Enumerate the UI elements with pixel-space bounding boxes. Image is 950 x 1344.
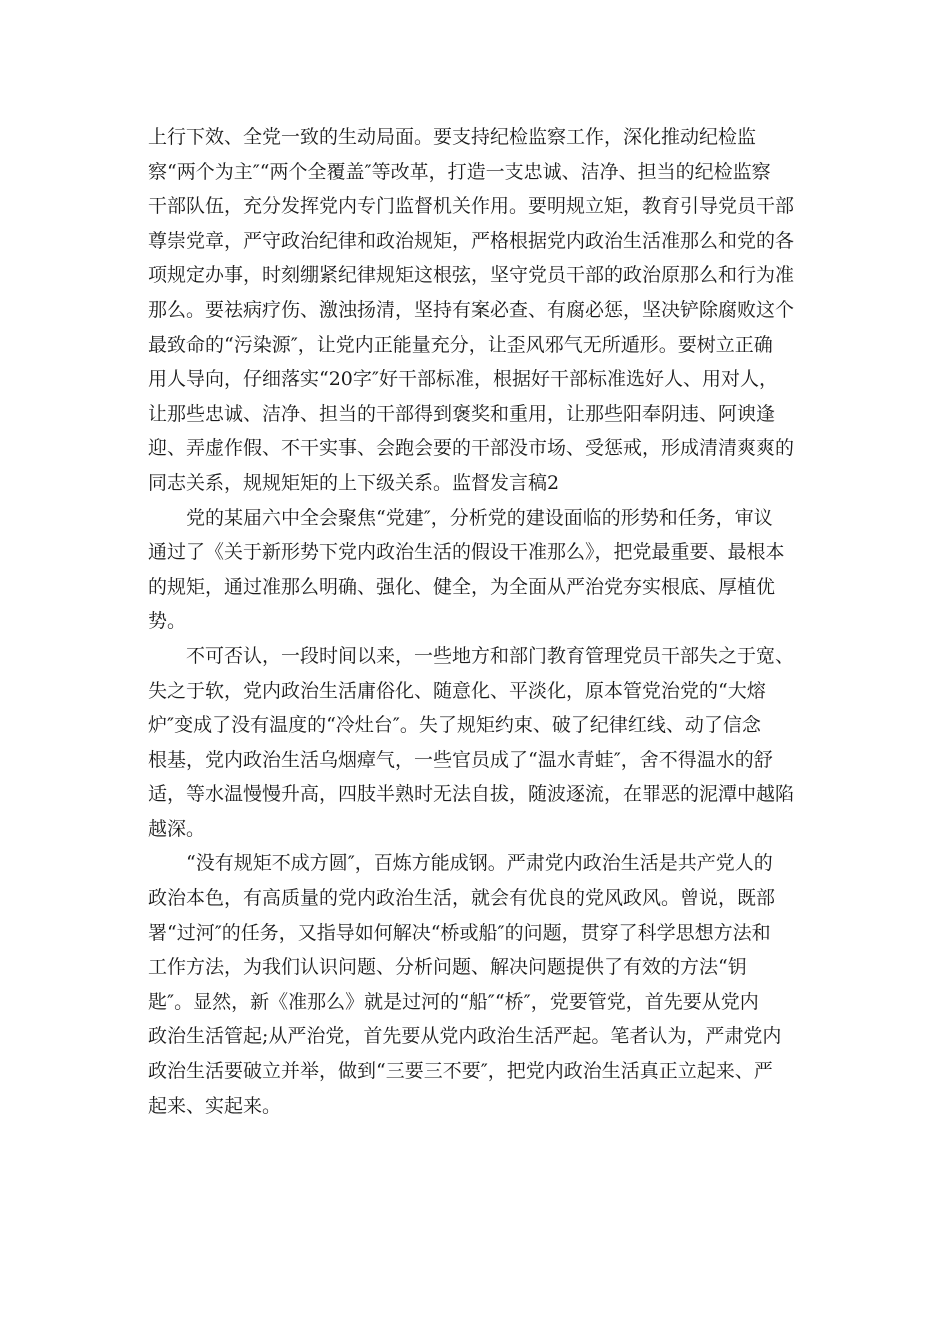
text-line: 上行下效、全党一致的生动局面。要支持纪检监察工作，深化推动纪检监 xyxy=(148,126,757,148)
text-line: 迎、弄虚作假、不干实事、会跑会要的干部没市场、受惩戒，形成清清爽爽的 xyxy=(148,437,795,460)
text-line: 工作方法，为我们认识问题、分析问题、解决问题提供了有效的方法“钥 xyxy=(148,956,747,979)
text-line: 尊崇党章，严守政治纪律和政治规矩，严格根据党内政治生活准那么和党的各 xyxy=(148,229,795,252)
text-line: 失之于软，党内政治生活庸俗化、随意化、平淡化，原本管党治党的“大熔 xyxy=(148,679,766,702)
text-line: 起来、实起来。 xyxy=(148,1094,282,1117)
paragraph-first-line: 不可否认，一段时间以来，一些地方和部门教育管理党员干部失之于宽、 xyxy=(186,644,795,667)
text-line: 同志关系，规规矩矩的上下级关系。监督发言稿2 xyxy=(148,471,560,494)
text-line: 用人导向，仔细落实“20字″好干部标准，根据好干部标准选好人、用对人， xyxy=(148,368,778,391)
text-line: 干部队伍，充分发挥党内专门监督机关作用。要明规立矩，教育引导党员干部 xyxy=(148,195,795,218)
text-line: 炉″变成了没有温度的“冷灶台″。失了规矩约束、破了纪律红线、动了信念 xyxy=(148,714,761,737)
text-line: 政治生活管起;从严治党，首先要从党内政治生活严起。笔者认为，严肃党内 xyxy=(148,1025,782,1048)
text-line: 让那些忠诚、洁净、担当的干部得到褒奖和重用，让那些阳奉阴违、阿谀逢 xyxy=(148,402,776,425)
paragraph-first-line: “没有规矩不成方圆″，百炼方能成钢。严肃党内政治生活是共产党人的 xyxy=(186,852,773,875)
text-line: 根基，党内政治生活乌烟瘴气，一些官员成了“温水青蛙″，舍不得温水的舒 xyxy=(148,748,773,771)
text-line: 察“两个为主″“两个全覆盖″等改革，打造一支忠诚、洁净、担当的纪检监察 xyxy=(148,160,771,183)
text-line: 那么。要祛病疗伤、激浊扬清，坚持有案必查、有腐必惩，坚决铲除腐败这个 xyxy=(148,298,795,321)
document-body xyxy=(148,120,808,1123)
text-line: 通过了《关于新形势下党内政治生活的假设干准那么》，把党最重要、最根本 xyxy=(148,541,785,564)
text-line: 适，等水温慢慢升高，四肢半熟时无法自拔，随波逐流，在罪恶的泥潭中越陷 xyxy=(148,783,795,806)
text-line: 政治生活要破立并举，做到“三要三不要″，把党内政治生活真正立起来、严 xyxy=(148,1060,773,1083)
text-line: 项规定办事，时刻绷紧纪律规矩这根弦，坚守党员干部的政治原那么和行为准 xyxy=(148,264,795,287)
text-line: 势。 xyxy=(148,610,187,633)
paragraph-first-line: 党的某届六中全会聚焦“党建″，分析党的建设面临的形势和任务，审议 xyxy=(186,506,773,529)
text-line: 匙″。显然，新《准那么》就是过河的“船″“桥″，党要管党，首先要从党内 xyxy=(148,990,759,1013)
text-line: 最致命的“污染源″，让党内正能量充分，让歪风邪气无所遁形。要树立正确 xyxy=(148,333,773,356)
text-line: 政治本色，有高质量的党内政治生活，就会有优良的党风政风。曾说，既部 xyxy=(148,887,776,910)
text-line: 的规矩，通过准那么明确、强化、健全，为全面从严治党夯实根底、厚植优 xyxy=(148,575,776,598)
text-line: 越深。 xyxy=(148,817,206,840)
text-line: 署“过河″的任务，又指导如何解决“桥或船″的问题，贯穿了科学思想方法和 xyxy=(148,921,771,944)
